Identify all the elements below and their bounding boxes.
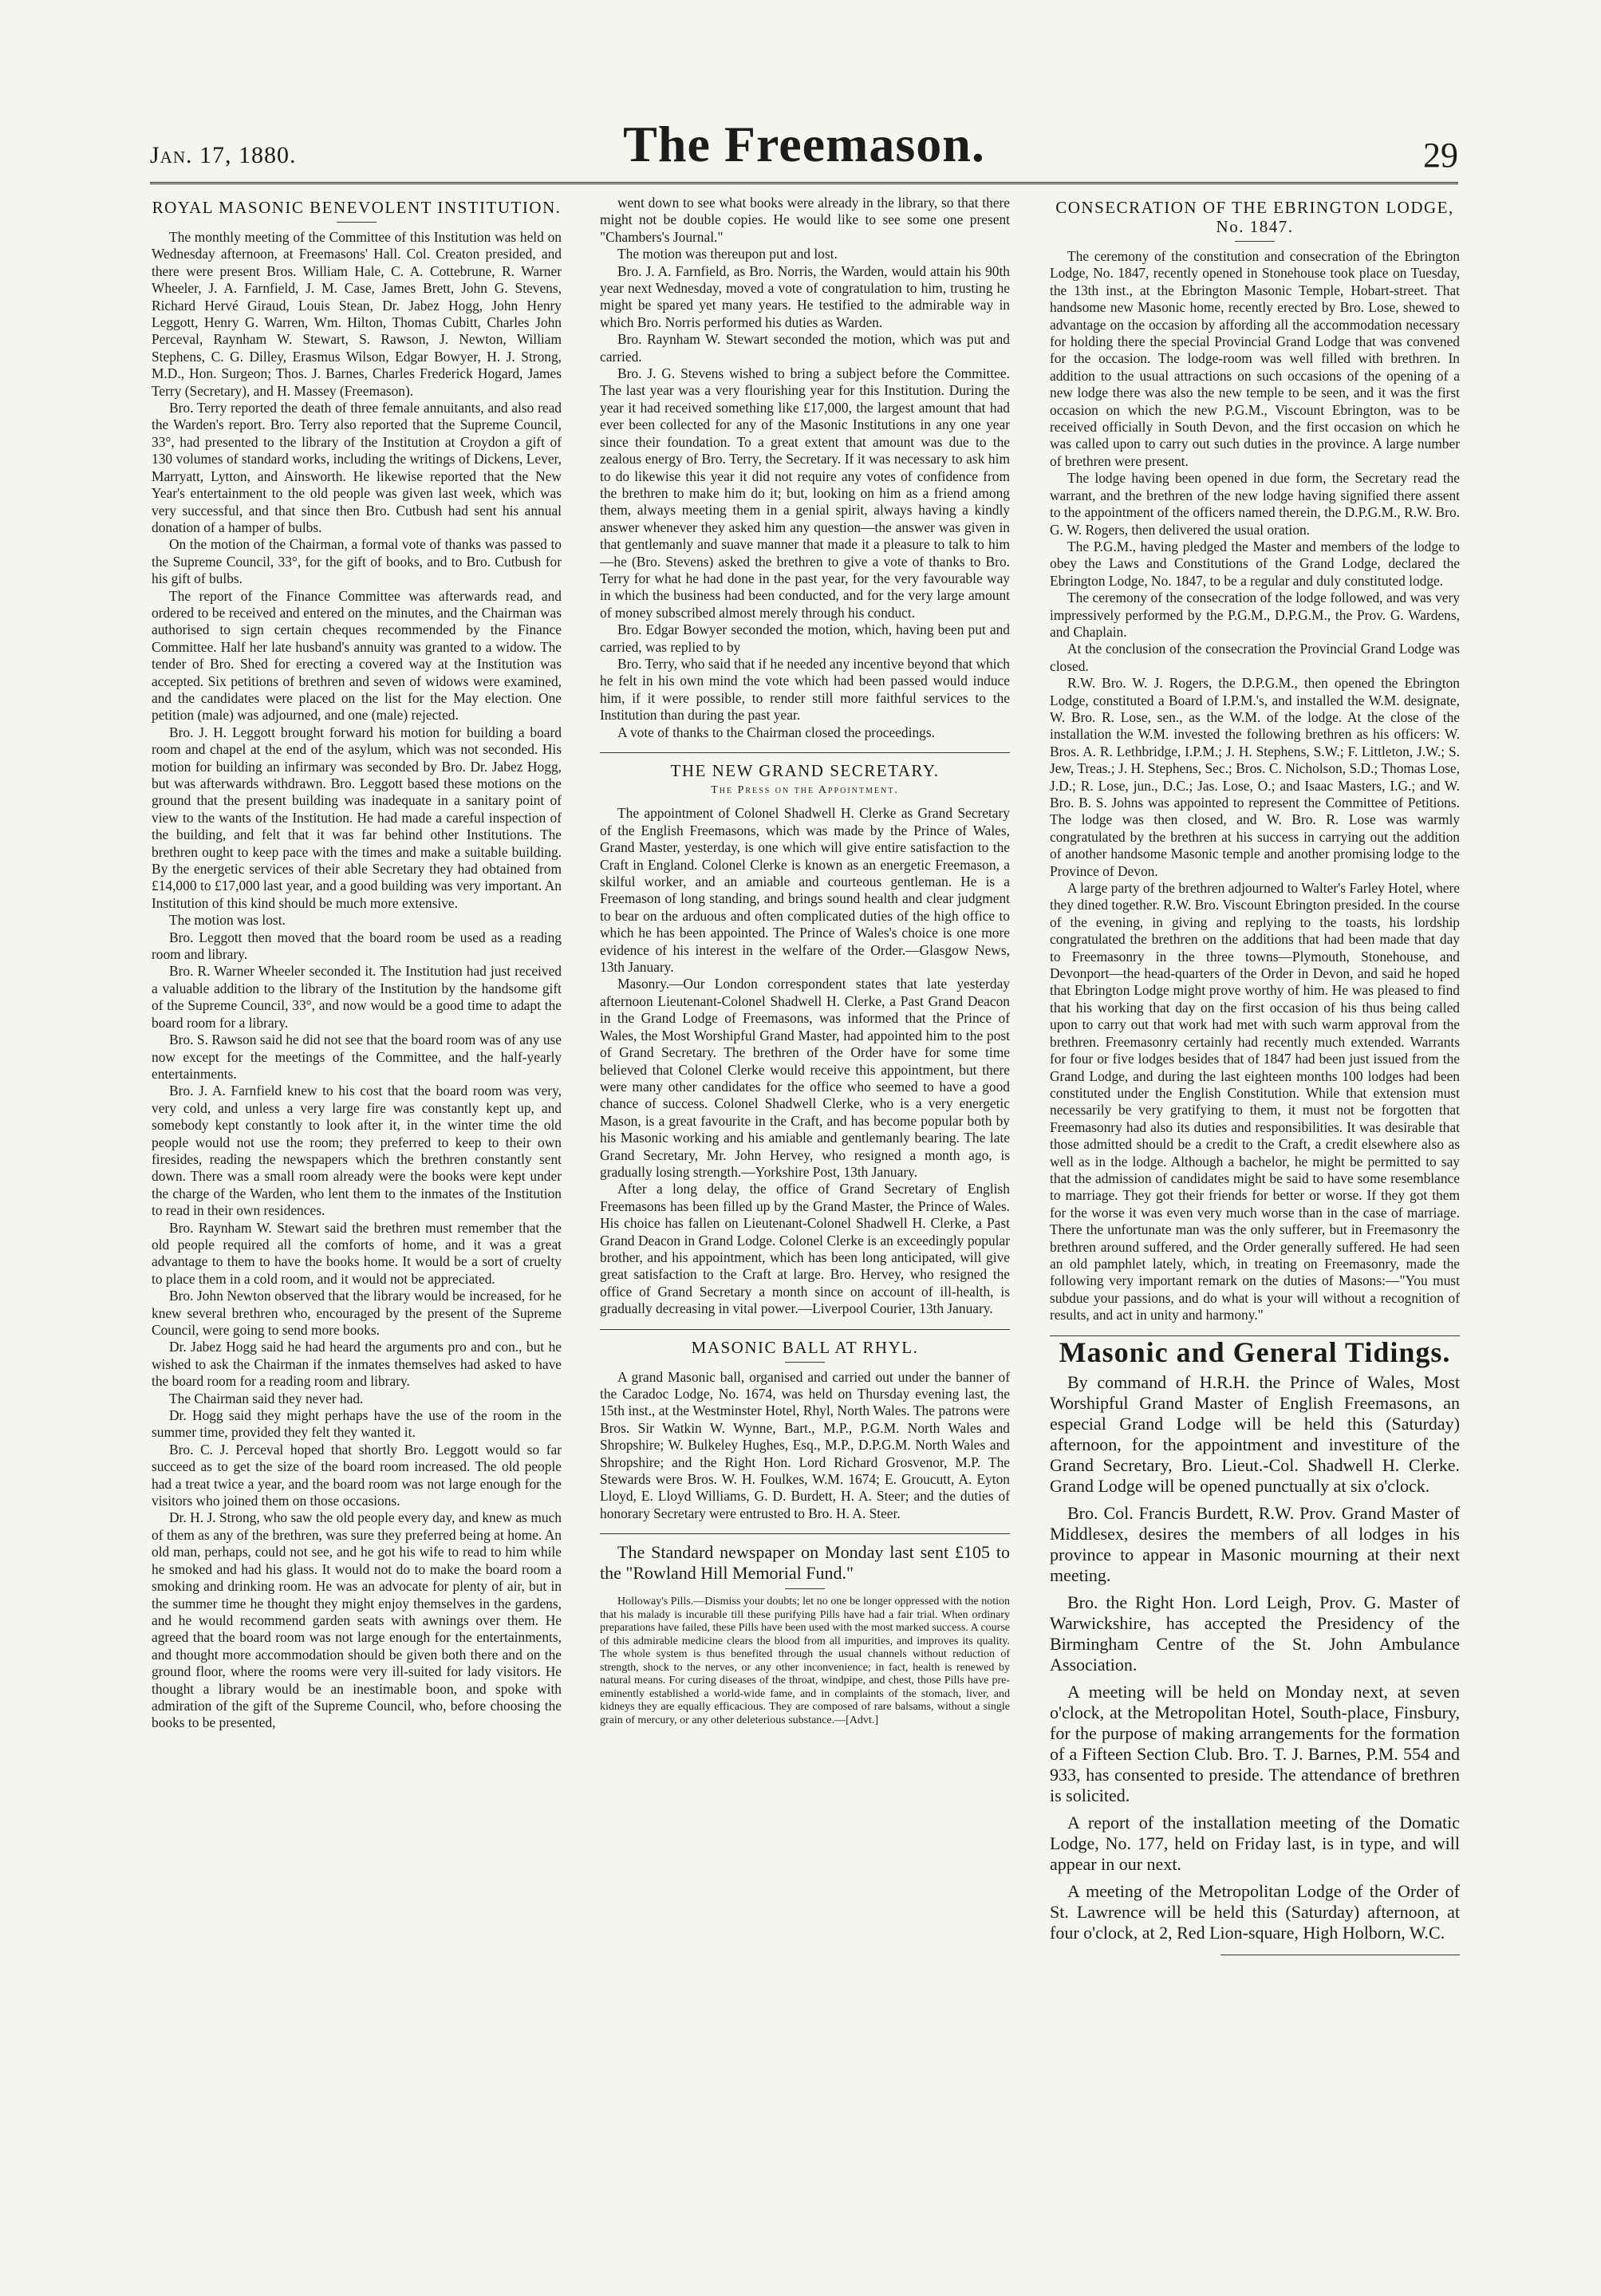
paragraph: A vote of thanks to the Chairman closed the proceedings. [617, 724, 935, 740]
paragraph: The monthly meeting of the Committee of this Institution was held on Wednesday afternoon, at Freemasons' Hall. Col. Creaton presided, and there were present Bros. William Hale, C. A. Cottebrune, R. Warner Wheeler, J. A. Farnfield, J. M. Case, James Brett, John G. Stevens, Richard Hervé Giraud, Louis Stean, Dr. Jabez Hogg, John Henry Leggott, Henry G. Warren, Wm. Hilton, Thomas Cubitt, Charles John Perceval, Raynham W. Stewart, S. Rawson, J. Newton, William Stephens, C. G. Dilley, Erasmus Wilson, Edgar Bowyer, H. J. Strong, M.D., Hon. Surgeon; Thos. J. Barnes, Charles Frederick Hogard, James Terry (Secretary), and H. Massey (Freemason). [152, 229, 562, 399]
paragraph: Bro. J. A. Farnfield knew to his cost that the board room was very, very cold, and unless a very large fire was constantly kept up, and somebody kept constantly to look after it, in the winter time the old people would not use the room; they preferred to keep to their own firesides, reading the newspapers which the brethren constantly sent down. There was a small room already were the books were kept under the charge of the Warden, who lent them to the inmates of the Institution to read in their own residences. [152, 1083, 562, 1219]
divider [600, 1533, 1010, 1534]
paragraph: Masonry.—Our London correspondent states that late yesterday afternoon Lieutenant-Colonel Shadwell H. Clerke, a Past Grand Deacon in the Grand Lodge of Freemasons, was informed that the Prince of Wales, the Most Worshipful Grand Master, had appointed him to the post of Grand Secretary. The brethren of the Order have for some time believed that Colonel Clerke would receive this appointment, but there were many other candidates for the office who seemed to have a good chance of success. Colonel Shadwell Clerke, who is a very energetic Mason, is a great favourite in the Craft, and has become popular both by his Masonic working and his amiable and gentlemanly bearing. The late Grand Secretary, Mr. John Hervey, who resigned a month ago, is gradually losing strength.—Yorkshire Post, 13th January. [600, 976, 1010, 1180]
paragraph: Dr. Jabez Hogg said he had heard the arguments pro and con., but he wished to ask the Chairman if the inmates themselves had asked to have the board room for a reading room and library. [152, 1339, 562, 1390]
paragraph: Bro. Col. Francis Burdett, R.W. Prov. Grand Master of Middlesex, desires the members of all lodges in his province to appear in Masonic mourning at their next meeting. [1050, 1503, 1460, 1585]
divider [785, 1362, 825, 1363]
paragraph: went down to see what books were already in the library, so that there might not be double copies. He would like to see some one present "Chambers's Journal." [600, 195, 1010, 245]
paragraph: The motion was thereupon put and lost. [617, 246, 838, 262]
news-note: The Standard newspaper on Monday last sent £105 to the "Rowland Hill Memorial Fund." [600, 1542, 1010, 1584]
paragraph: Bro. S. Rawson said he did not see that the board room was of any use now except for the meetings of the Committee, and the half-yearly entertainments. [152, 1032, 562, 1082]
paragraph: Bro. Edgar Bowyer seconded the motion, which, having been put and carried, was replied to by [600, 621, 1010, 655]
paragraph: The report of the Finance Committee was afterwards read, and ordered to be received and entered on the minutes, and the Chairman was authorised to sign certain cheques recommended by the Finance Committee. Half her late husband's annuity was granted to a widow. The tender of Bro. Shed for erecting a covered way at the Institution was accepted. Six petitions of brethren and seven of widows were examined, and the candidates were placed on the list for the May election. One petition (male) was adjourned, and one (male) rejected. [152, 587, 562, 724]
article-subheading: The Press on the Appointment. [711, 784, 899, 796]
paragraph: The ceremony of the consecration of the lodge followed, and was very impressively performed by the P.G.M., D.P.G.M., the Prov. G. Wardens, and Chaplain. [1050, 590, 1460, 640]
paragraph: R.W. Bro. W. J. Rogers, the D.P.G.M., then opened the Ebrington Lodge, constituted a Board of I.P.M.'s, and installed the W.M. designate, W. Bro. R. Lose, sen., as the W.M. of the lodge. At the close of the installation the W.M. invested the following brethren as his officers: W. Bros. A. R. Lethbridge, I.P.M.; J. H. Stephens, S.W.; F. Littleton, J.W.; S. Jew, Treas.; J. H. Stephens, Sec.; Bros. C. Nicholson, S.D.; Thomas Lose, J.D.; R. Lose, jun., D.C.; Jas. Lose, O.; and Isaac Masters, I.G.; and W. Bro. B. S. Johns was appointed to represent the Committee of Petitions. The lodge was then closed, and W. Bro. R. Lose was warmly congratulated by the brethren at his success in carrying out the addition of another handsome Masonic temple and another promising lodge to the Province of Devon. [1050, 675, 1460, 879]
paragraph: By command of H.R.H. the Prince of Wales, Most Worshipful Grand Master of English Freemasons, an especial Grand Lodge will be held this (Saturday) afternoon, for the appointment and investiture of the Grand Secretary, Bro. Lieut.-Col. Shadwell H. Clerke. Grand Lodge will be opened punctually at six o'clock. [1050, 1372, 1460, 1496]
paragraph: After a long delay, the office of Grand Secretary of English Freemasons has been filled up by the Grand Master, the Prince of Wales. His choice has fallen on Lieutenant-Colonel Shadwell H. Clerke, a Past Grand Deacon in Grand Lodge. Colonel Clerke is an exceedingly popular brother, and his appointment, which has been long anticipated, will give great satisfaction to the Craft at large. Bro. Hervey, who resigned the office of Grand Secretary a month since on account of ill-health, is gradually decreasing in vital power.—Liverpool Courier, 13th January. [600, 1181, 1010, 1317]
article-heading: THE NEW GRAND SECRETARY. [670, 761, 940, 780]
issue-date: Jan. 17, 1880. [150, 142, 297, 168]
article-body [1050, 248, 1460, 1324]
paragraph: The motion was lost. [169, 912, 286, 929]
paragraph: Bro. J. H. Leggott brought forward his motion for building a board room and chapel at the end of the asylum, which was not seconded. His motion for building an infirmary was seconded by Bro. Dr. Jabez Hogg, but was afterwards withdrawn. Bro. Leggott based these motions on the ground that the present building was inadequate in a sanitary point of view to the wants of the Institution. He had made a careful inspection of the building, and felt that it was far behind other Institutions. The brethren ought to keep pace with the times and make a suitable building. By the energetic services of their able Secretary they had obtained from £14,000 to £17,000 last year, and a good building was very important. An Institution of this kind should be much more extensive. [152, 724, 562, 911]
paragraph: On the motion of the Chairman, a formal vote of thanks was passed to the Supreme Council, 33°, for the gift of books, and to Bro. Cutbush for his gift of bulbs. [152, 536, 562, 587]
tidings-list [1050, 1372, 1460, 1943]
article-continuation [600, 195, 1010, 741]
paragraph: Bro. R. Warner Wheeler seconded it. The Institution had just received a valuable addition to the library of the Institution by the handsome gift of the Supreme Council, 33°, and now would be a good time to adapt the board room for a library. [152, 963, 562, 1031]
paragraph: Bro. C. J. Perceval hoped that shortly Bro. Leggott would so far succeed as to get the size of the board room increased. The old people had a treat twice a year, and the board room was not large enough for the visitors who joined them on those occasions. [152, 1441, 562, 1509]
paragraph: A report of the installation meeting of the Domatic Lodge, No. 177, held on Friday last, is in type, and will appear in our next. [1050, 1813, 1460, 1874]
column-2 [600, 195, 1010, 1727]
divider [1235, 241, 1275, 242]
paragraph: The Chairman said they never had. [169, 1390, 364, 1406]
paragraph: The P.G.M., having pledged the Master and members of the lodge to obey the Laws and Constitutions of the Grand Lodge, declared the Ebrington Lodge, No. 1847, to be a regular and duly constituted lodge. [1050, 538, 1460, 589]
paragraph: Bro. Raynham W. Stewart seconded the motion, which was put and carried. [600, 331, 1010, 365]
column-3 [1050, 195, 1460, 1955]
paragraph: A meeting of the Metropolitan Lodge of the Order of St. Lawrence will be held this (Saturday) afternoon, at four o'clock, at 2, Red Lion-square, High Holborn, W.C. [1050, 1881, 1460, 1943]
paragraph: Bro. Leggott then moved that the board room be used as a reading room and library. [152, 929, 562, 963]
section-heading: Masonic and General Tidings. [1059, 1335, 1451, 1368]
masthead [150, 116, 1458, 176]
paragraph: A grand Masonic ball, organised and carried out under the banner of the Caradoc Lodge, No. 1674, was held on Thursday evening last, the 15th inst., at the Westminster Hotel, Rhyl, North Wales. The patrons were Bros. Sir Watkin W. Wynne, Bart., M.P., P.G.M. North Wales and Shropshire; W. Bulkeley Hughes, Esq., M.P., D.P.G.M. North Wales and Shropshire; and the Right Hon. Lord Richard Grosvenor, M.P. The Stewards were Bros. W. H. Foulkes, W.M. 1674; E. Groucutt, A. Eyton Lloyd, E. Lloyd Williams, G. D. Burdett, H. A. Steer; and the duties of honorary Secretary were entrusted to Bro. H. A. Steer. [600, 1368, 1010, 1521]
article-heading: CONSECRATION OF THE EBRINGTON LODGE, No. 1847. [1055, 198, 1454, 236]
masthead-rule [150, 182, 1458, 184]
paragraph: Dr. Hogg said they might perhaps have the use of the room in the summer time, provided they felt they wanted it. [152, 1407, 562, 1441]
paragraph: The appointment of Colonel Shadwell H. Clerke as Grand Secretary of the English Freemasons, which was made by the Prince of Wales, Grand Master, yesterday, is one which will give entire satisfaction to the Craft in England. Colonel Clerke is known as an energetic Freemason, a skilful worker, and an amiable and courteous gentleman. He is a Freemason of long standing, and brings sound health and clear judgment to bear on the arduous and often complicated duties of the high office to which he has been appointed. The Prince of Wales's choice is one more evidence of his interest in the welfare of the Order.—Glasgow News, 13th January. [600, 805, 1010, 976]
divider [600, 752, 1010, 753]
paragraph: A large party of the brethren adjourned to Walter's Farley Hotel, where they dined together. R.W. Bro. Viscount Ebrington presided. In the course of the evening, in giving and replying to the toasts, his lordship congratulated the brethren on the additions that had been made that day to Freemasonry in the three towns—Plymouth, Stonehouse, and Devonport—the head-quarters of the Order in Devon, and said he hoped that Ebrington Lodge might prove worthy of him. He was pleased to find that his working that day on the first occasion of his thus being called upon to carry out that work had met with such warm approval from the brethren. Freemasonry certainly had recently much extended. Warrants for four or five lodges besides that of 1847 had been just issued from the Grand Lodge, and during the last eighteen months 100 lodges had been constituted under the English Constitution. While that extension must necessarily be very gratifying to them, it must not be forgotten that Freemasonry had also its duties and responsibilities. It was desirable that those admitted should be a credit to the Craft, a credit elsewhere also as well as in the lodge. Although a bachelor, he might be permitted to say that the admission of candidates might be said to have some resemblance to marriage. They got their friends for better or worse. If they got them for the worse it was even very much worse than in the case of marriage. There the unfortunate man was the only sufferer, but in Freemasonry the brethren around suffered, and the Order generally suffered. He had seen an old pamphlet lately, which, in treating on Freemasonry, made the following very important remark on the duties of Masons:—"You must subdue your passions, and do what is your will without a recognition of results, and act in unity and harmony." [1050, 880, 1460, 1324]
paragraph: Bro. Raynham W. Stewart said the brethren must remember that the old people required all the comforts of home, and it was a great advantage to them to have the books home. It would be a sort of cruelty to place them in a cold room, and it would not be appreciated. [152, 1219, 562, 1287]
article-heading: MASONIC BALL AT RHYL. [691, 1337, 919, 1357]
newspaper-title: The Freemason. [623, 116, 985, 172]
paragraph: Bro. John Newton observed that the library would be increased, for he knew several brethren who, encouraged by the present of the Supreme Council, were going to send more books. [152, 1288, 562, 1338]
paragraph: A meeting will be held on Monday next, at seven o'clock, at the Metropolitan Hotel, South-place, Finsbury, for the purpose of making arrangements for the formation of a Fifteen Section Club. Bro. T. J. Barnes, P.M. 554 and 933, has consented to preside. The attendance of brethren is solicited. [1050, 1682, 1460, 1805]
page-number: 29 [1423, 136, 1458, 175]
paragraph: The lodge having been opened in due form, the Secretary read the warrant, and the brethren of the new lodge having signified there assent to the appointment of the officers named therein, the D.P.G.M., R.W. Bro. G. W. Rogers, then delivered the usual oration. [1050, 470, 1460, 538]
article-body [152, 229, 562, 1732]
paragraph: Bro. J. A. Farnfield, as Bro. Norris, the Warden, would attain his 90th year next Wednesday, moved a vote of congratulation to him, trusting he might be spared yet many years. He testified to the admirable way in which Bro. Norris performed his duties as Warden. [600, 262, 1010, 330]
article-body [600, 1369, 1010, 1523]
article-body [600, 805, 1010, 1317]
paragraph: Bro. Terry reported the death of three female annuitants, and also read the Warden's report. Bro. Terry also reported that the Supreme Council, 33°, had presented to the library of the Institution at Croydon a gift of 130 volumes of standard works, including the writings of Dickens, Lever, Marryatt, Lytton, and Ainsworth. He likewise reported that the New Year's entertainment to the old people was given last week, which was very successful, and that since then Bro. Cutbush had sent his annual donation of a hamper of bulbs. [152, 400, 562, 535]
paragraph: At the conclusion of the consecration the Provincial Grand Lodge was closed. [1050, 641, 1460, 674]
paragraph: The ceremony of the constitution and consecration of the Ebrington Lodge, No. 1847, recently opened in Stonehouse took place on Tuesday, the 13th inst., at the Ebrington Masonic Temple, Hobart-street. That handsome new Masonic home, recently erected by Bro. Lose, shewed to advantage on the occasion by affording all the accommodation necessary for holding there the special Provincial Grand Lodge that was convened for the occasion. The lodge-room was well filled with brethren. In addition to the usual attractions on such occasions of the opening of a new lodge there was also the new temple to be seen, and it was the first occasion on which the new P.G.M., Viscount Ebrington, was to be received officially in South Devon, and the first occasion on which he was called upon to carry out such duties in the province. A large number of brethren were present. [1050, 248, 1460, 469]
paragraph: Bro. Terry, who said that if he needed any incentive beyond that which he felt in his own mind the vote which had been passed would induce him, if it were possible, to render still more faithful services to the Institution than during the past year. [600, 655, 1010, 724]
advertisement: Holloway's Pills.—Dismiss your doubts; let no one be longer oppressed with the notion that his malady is incurable till these purifying Pills have had a fair trial. When ordinary preparations have failed, these Pills have been used with the most marked success. A course of this admirable medicine clears the blood from all impurities, and improves its quality. The whole system is thus benefited through the usual channels without reduction of strength, shock to the nerves, or any other inconvenience; in fact, health is renewed by natural means. For curing diseases of the throat, windpipe, and chest, those Pills have pre-eminently established a world-wide fame, and in complaints of the stomach, liver, and kidneys they are equally efficacious. They are composed of rare balsams, without a single grain of mercury, or any other deleterious substance.—[Advt.] [600, 1596, 1010, 1726]
divider [785, 1588, 825, 1589]
paragraph: Bro. the Right Hon. Lord Leigh, Prov. G. Master of Warwickshire, has accepted the Presidency of the Birmingham Centre of the St. John Ambulance Association. [1050, 1592, 1460, 1675]
column-1 [152, 195, 562, 1732]
article-heading: ROYAL MASONIC BENEVOLENT INSTITUTION. [152, 198, 562, 217]
divider [600, 1329, 1010, 1330]
divider [337, 222, 377, 223]
paragraph: Dr. H. J. Strong, who saw the old people every day, and knew as much of them as any of the brethren, was sure they preferred being at home. An old man, perhaps, could not see, and he got his wife to read to him while he smoked and had his glass. It would not do to make the board room a smoking and drinking room. He was an advocate for plenty of air, but in the summer time he thought they might enjoy themselves in the gardens, and he would recommend garden seats with awnings over them. He agreed that the board room was not large enough for the entertainments, and thought more accommodation should be given both there and on the ground floor, where the rooms were very ill-suited for lady visitors. He thought a library would be an inestimable boon, and spoke with admiration of the gift of the Supreme Council, who, before choosing the books to be presented, [152, 1509, 562, 1731]
paragraph: Bro. J. G. Stevens wished to bring a subject before the Committee. The last year was a very flourishing year for this Institution. During the year it had received something like £17,000, the largest amount that had ever been collected for any of the Masonic Institutions in any one year since their foundation. To a great extent that amount was due to the zealous energy of Bro. Terry, the Secretary. If it was necessary to ask him to do likewise this year it did not require any votes of confidence from the brethren to make him do it; but, looking on him as a friend among them, always meeting them in a genial spirit, always having a kindly answer whenever they asked him any question—the answer was given in that gentlemanly and suave manner that made it a pleasure to talk to him—he (Bro. Stevens) asked the brethren to give a vote of thanks to Bro. Terry for what he had done in the past year, for the very favourable way in which the business had been conducted, and for the very large amount of money subscribed almost merely through his conduct. [600, 365, 1010, 621]
